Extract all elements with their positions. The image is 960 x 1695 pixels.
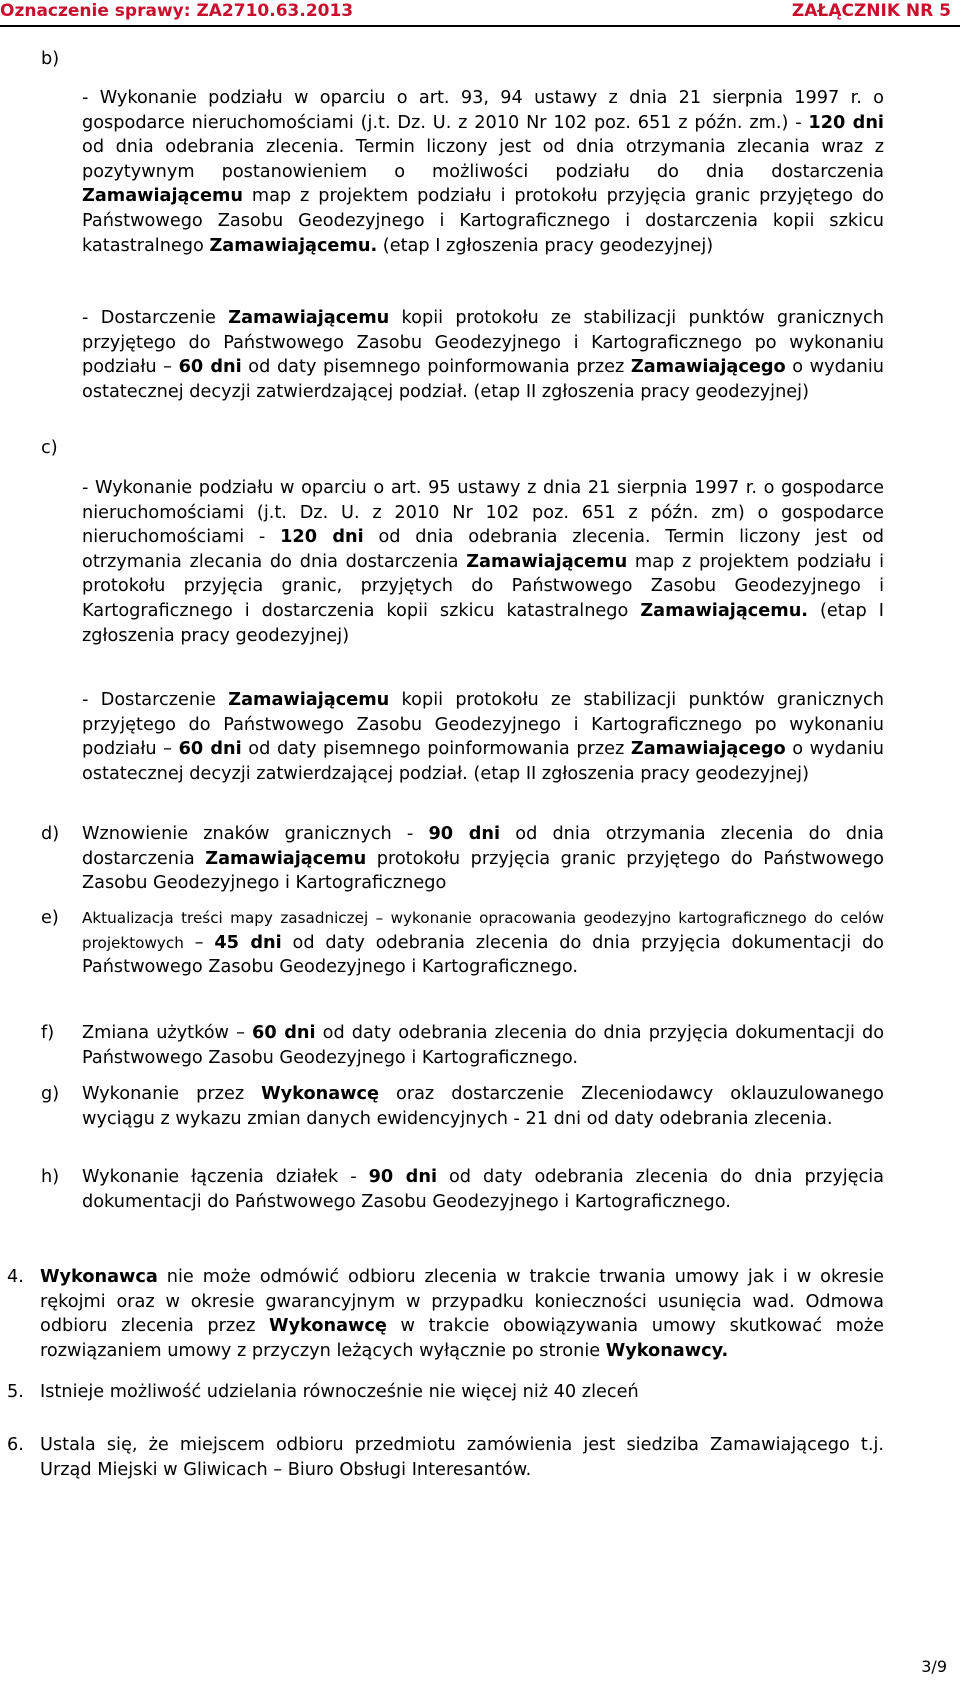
section-h-label: h) bbox=[41, 1167, 60, 1187]
section-d-text: Wznowienie znaków granicznych - 90 dni od dnia otrzymania zlecenia do dnia dostarczenia Zamawiającemu protokołu przyjęcia granic przyjętego do Państwowego Zasobu Geodezyjnego i Kartograficznego bbox=[82, 824, 884, 894]
section-c-paragraph-2: - Dostarczenie Zamawiającemu kopii protokołu ze stabilizacji punktów granicznych przyjętego do Państwowego Zasobu Geodezyjnego i Kartograficznego po wykonaniu podziału – 60 dni od daty pisemnego poinformowania przez Zamawiającego o wydaniu ostatecznej decyzji zatwierdzającej podział. (etap II zgłoszenia pracy geodezyjnej) bbox=[82, 690, 885, 784]
point-4-text: Wykonawca nie może odmówić odbioru zlecenia w trakcie trwania umowy jak i w okresie rękojmi oraz w okresie gwarancyjnym w przypadku konieczności usunięcia wad. Odmowa odbioru zlecenia przez Wykonawcę w trakcie obowiązywania umowy skutkować może rozwiązaniem umowy z przyczyn leżących wyłącznie po stronie Wykonawcy. bbox=[40, 1267, 884, 1361]
section-g-label: g) bbox=[41, 1084, 60, 1104]
section-b-paragraph-2: - Dostarczenie Zamawiającemu kopii protokołu ze stabilizacji punktów granicznych przyjętego do Państwowego Zasobu Geodezyjnego i Kartograficznego po wykonaniu podziału – 60 dni od daty pisemnego poinformowania przez Zamawiającego o wydaniu ostatecznej decyzji zatwierdzającej podział. (etap II zgłoszenia pracy geodezyjnej) bbox=[82, 308, 885, 402]
point-4-number: 4. bbox=[7, 1267, 24, 1287]
section-c-label: c) bbox=[41, 438, 58, 458]
page-number: 3/9 bbox=[921, 1657, 947, 1676]
section-h-text: Wykonanie łączenia działek - 90 dni od daty odebrania zlecenia do dnia przyjęcia dokumentacji do Państwowego Zasobu Geodezyjnego i Kartograficznego. bbox=[82, 1167, 885, 1212]
point-5-number: 5. bbox=[7, 1382, 24, 1402]
page-header bbox=[0, 0, 960, 27]
point-6-number: 6. bbox=[7, 1435, 24, 1455]
section-d-label: d) bbox=[41, 824, 60, 844]
attachment-label: ZAŁĄCZNIK NR 5 bbox=[791, 1, 951, 21]
section-e-label: e) bbox=[41, 908, 59, 928]
section-b-label: b) bbox=[41, 49, 60, 69]
section-f-text: Zmiana użytków – 60 dni od daty odebrania zlecenia do dnia przyjęcia dokumentacji do Państwowego Zasobu Geodezyjnego i Kartograficznego. bbox=[82, 1023, 885, 1068]
section-f-label: f) bbox=[41, 1023, 55, 1043]
case-number: Oznaczenie sprawy: ZA2710.63.2013 bbox=[0, 1, 354, 21]
point-5-text: Istnieje możliwość udzielania równocześnie nie więcej niż 40 zleceń bbox=[40, 1382, 639, 1402]
section-g-text: Wykonanie przez Wykonawcę oraz dostarczenie Zleceniodawcy oklauzulowanego wyciągu z wykazu zmian danych ewidencyjnych - 21 dni od daty odebrania zlecenia. bbox=[82, 1084, 884, 1129]
section-e-text: Aktualizacja treści mapy zasadniczej – wykonanie opracowania geodezyjno kartograficznego do celów projektowych – 45 dni od daty odebrania zlecenia do dnia przyjęcia dokumentacji do Państwowego Zasobu Geodezyjnego i Kartograficznego. bbox=[82, 909, 885, 978]
section-c-paragraph-1: - Wykonanie podziału w oparciu o art. 95 ustawy z dnia 21 sierpnia 1997 r. o gospodarce nieruchomościami (j.t. Dz. U. z 2010 Nr 102 poz. 651 z późn. zm) o gospodarce nieruchomościami - 120 dni od dnia odebrania zlecenia. Termin liczony jest od otrzymania zlecania do dnia dostarczenia Zamawiającemu map z projektem podziału i protokołu przyjęcia granic, przyjętych do Państwowego Zasobu Geodezyjnego i Kartograficznego i dostarczenia kopii szkicu katastralnego Zamawiającemu. (etap I zgłoszenia pracy geodezyjnej) bbox=[82, 478, 884, 646]
section-b-paragraph-1: - Wykonanie podziału w oparciu o art. 93, 94 ustawy z dnia 21 sierpnia 1997 r. o gospodarce nieruchomościami (j.t. Dz. U. z 2010 Nr 102 poz. 651 z późn. zm.) - 120 dni od dnia odebrania zlecenia. Termin liczony jest od dnia otrzymania zlecania wraz z pozytywnym postanowieniem o możliwości podziału do dnia dostarczenia Zamawiającemu map z projektem podziału i protokołu przyjęcia granic przyjętego do Państwowego Zasobu Geodezyjnego i Kartograficznego i dostarczenia kopii szkicu katastralnego Zamawiającemu. (etap I zgłoszenia pracy geodezyjnej) bbox=[82, 88, 884, 256]
point-6-text: Ustala się, że miejscem odbioru przedmiotu zamówienia jest siedziba Zamawiającego t.j. Urząd Miejski w Gliwicach – Biuro Obsługi Interesantów. bbox=[40, 1435, 884, 1480]
